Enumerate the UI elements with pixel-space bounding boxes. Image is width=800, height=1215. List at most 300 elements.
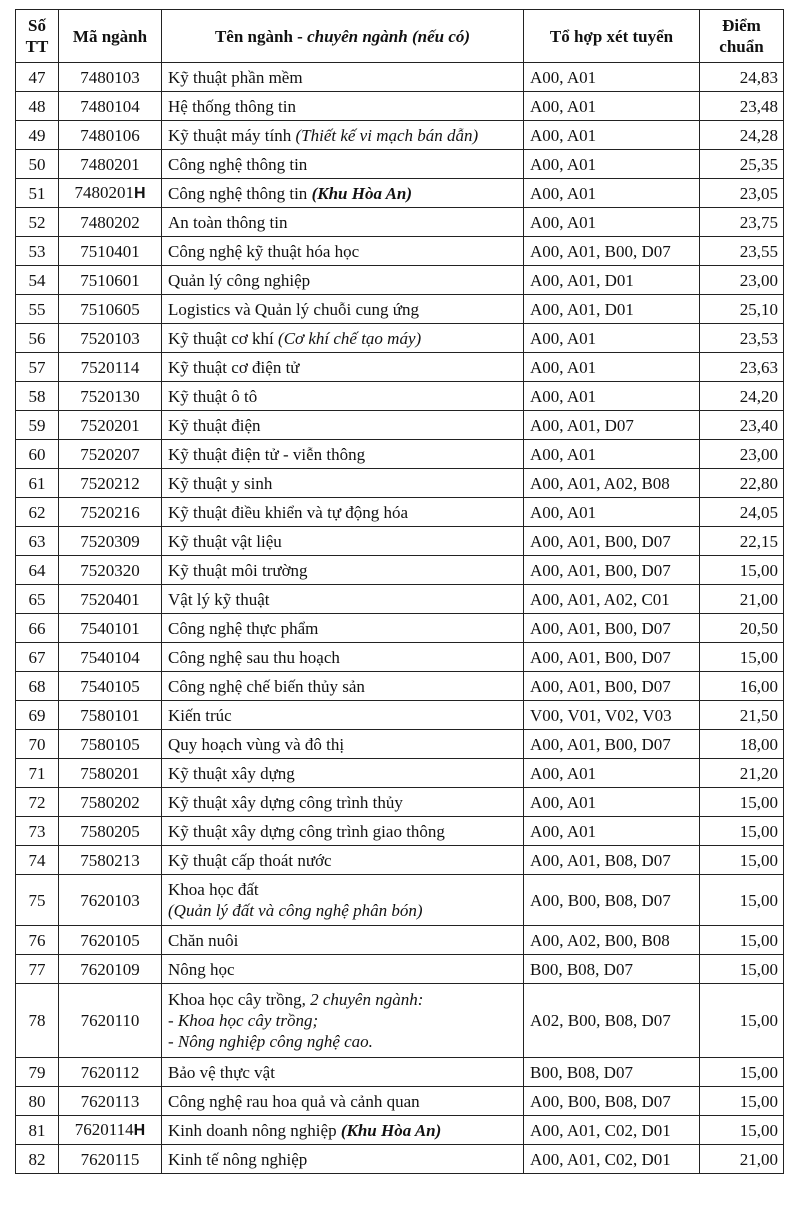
cutoff-score: 21,00 (700, 1145, 784, 1174)
row-number: 73 (16, 817, 59, 846)
major-name-part: Công nghệ chế biến thủy sản (168, 676, 365, 696)
major-name-part: (Khu Hòa An) (311, 183, 413, 203)
row-number: 76 (16, 926, 59, 955)
major-code (59, 759, 162, 788)
major-name-part: Hệ thống thông tin (168, 96, 296, 116)
table-row (16, 984, 784, 1058)
major-name (162, 643, 524, 672)
major-name-line (168, 618, 517, 639)
major-code (59, 984, 162, 1058)
major-code (59, 527, 162, 556)
cutoff-score: 23,63 (700, 353, 784, 382)
major-code-digits: 7480103 (80, 67, 140, 87)
subject-combination: A00, A01, D01 (524, 295, 700, 324)
admission-score-sheet (15, 9, 784, 1174)
major-code-digits: 7580105 (80, 734, 140, 754)
cutoff-score: 25,10 (700, 295, 784, 324)
major-code-digits: 7480104 (80, 96, 140, 116)
cutoff-score: 23,48 (700, 92, 784, 121)
major-name-part: Kỹ thuật cấp thoát nước (168, 850, 332, 870)
major-name (162, 556, 524, 585)
major-name-line (168, 879, 517, 900)
major-code (59, 440, 162, 469)
table-row (16, 440, 784, 469)
cutoff-score: 23,75 (700, 208, 784, 237)
major-code-digits: 7620110 (80, 1011, 140, 1030)
subject-combination: A00, A01, D01 (524, 266, 700, 295)
table-row (16, 469, 784, 498)
cutoff-score: 15,00 (700, 926, 784, 955)
major-name-part: Khoa học cây trồng, (168, 990, 311, 1009)
major-name-line (168, 444, 517, 465)
subject-combination: A00, A01 (524, 788, 700, 817)
major-name-part: Kỹ thuật xây dựng công trình thủy (168, 792, 403, 812)
row-number: 50 (16, 150, 59, 179)
subject-combination: A00, A01, B00, D07 (524, 237, 700, 266)
row-number: 61 (16, 469, 59, 498)
cutoff-score: 24,28 (700, 121, 784, 150)
major-name-line (168, 357, 517, 378)
major-code-digits: 7580202 (80, 792, 140, 812)
table-row (16, 208, 784, 237)
cutoff-score: 23,40 (700, 411, 784, 440)
subject-combination: B00, B08, D07 (524, 955, 700, 984)
major-name-line (168, 415, 517, 436)
cutoff-score: 25,35 (700, 150, 784, 179)
row-number: 51 (16, 179, 59, 208)
major-name-part: Kỹ thuật y sinh (168, 473, 273, 493)
table-row (16, 672, 784, 701)
table-row (16, 585, 784, 614)
subject-combination: A00, A01, B08, D07 (524, 846, 700, 875)
major-name-line (168, 763, 517, 784)
major-code (59, 266, 162, 295)
major-name-line (168, 1120, 517, 1141)
row-number: 48 (16, 92, 59, 121)
major-name-part: Công nghệ kỹ thuật hóa học (168, 241, 360, 261)
major-name-part: Quy hoạch vùng và đô thị (168, 734, 345, 754)
major-name-line (168, 734, 517, 755)
row-number: 64 (16, 556, 59, 585)
major-name (162, 1087, 524, 1116)
major-name (162, 92, 524, 121)
row-number: 72 (16, 788, 59, 817)
major-name-line (168, 67, 517, 88)
row-number: 66 (16, 614, 59, 643)
subject-combination: A00, A01, C02, D01 (524, 1116, 700, 1145)
major-code-suffix: H (133, 185, 146, 202)
major-code-digits: 7520401 (80, 589, 140, 609)
major-name-part: Kỹ thuật xây dựng (168, 763, 295, 783)
major-name-line (168, 531, 517, 552)
major-name-line (168, 1062, 517, 1083)
subject-combination: A00, A01, B00, D07 (524, 643, 700, 672)
major-code (59, 411, 162, 440)
major-name-line (168, 930, 517, 951)
row-number: 74 (16, 846, 59, 875)
major-name-line (168, 241, 517, 262)
major-name-line (168, 154, 517, 175)
major-name-line (168, 473, 517, 494)
table-row (16, 295, 784, 324)
major-name-line (168, 647, 517, 668)
major-name-line (168, 183, 517, 204)
major-name-part: Khoa học đất (168, 880, 259, 899)
row-number: 63 (16, 527, 59, 556)
subject-combination: A00, B00, B08, D07 (524, 1087, 700, 1116)
row-number: 77 (16, 955, 59, 984)
subject-combination: A00, A01 (524, 440, 700, 469)
subject-combination: A00, A01, B00, D07 (524, 614, 700, 643)
table-body (16, 63, 784, 1174)
major-code (59, 585, 162, 614)
cutoff-score: 18,00 (700, 730, 784, 759)
subject-combination: A00, A01, B00, D07 (524, 556, 700, 585)
cutoff-score: 15,00 (700, 846, 784, 875)
major-name-part: Kỹ thuật vật liệu (168, 531, 282, 551)
major-name (162, 1116, 524, 1145)
major-code-digits: 7520114 (80, 357, 140, 377)
major-name-line (168, 328, 517, 349)
major-name (162, 121, 524, 150)
major-name-line (168, 676, 517, 697)
major-code-digits: 7520320 (80, 560, 140, 580)
table-row (16, 498, 784, 527)
subject-combination: A00, A01, D07 (524, 411, 700, 440)
major-name-part: - Khoa học cây trồng; (168, 1011, 319, 1030)
major-code (59, 817, 162, 846)
major-name-part: Kỹ thuật xây dựng công trình giao thông (168, 821, 445, 841)
major-name-line (168, 821, 517, 842)
subject-combination: A00, A01 (524, 63, 700, 92)
major-name-part: Kỹ thuật máy tính (168, 125, 296, 145)
subject-combination: A00, A01 (524, 208, 700, 237)
row-number: 58 (16, 382, 59, 411)
subject-combination: A00, A01, B00, D07 (524, 730, 700, 759)
major-code (59, 353, 162, 382)
major-name-line (168, 96, 517, 117)
major-name (162, 498, 524, 527)
major-code-digits: 7620115 (80, 1149, 140, 1169)
major-code-digits: 7510601 (80, 270, 140, 290)
major-name-part: Kỹ thuật ô tô (168, 386, 258, 406)
row-number: 82 (16, 1145, 59, 1174)
major-name (162, 63, 524, 92)
row-number: 68 (16, 672, 59, 701)
major-name-part: (Quản lý đất và công nghệ phân bón) (168, 901, 423, 920)
major-name (162, 411, 524, 440)
cutoff-score: 15,00 (700, 1116, 784, 1145)
table-row (16, 150, 784, 179)
major-name (162, 585, 524, 614)
major-code-digits: 7620109 (80, 959, 140, 979)
major-name (162, 440, 524, 469)
row-number: 79 (16, 1058, 59, 1087)
major-code-digits: 7540105 (80, 676, 140, 696)
table-row (16, 121, 784, 150)
major-code-suffix: H (133, 1122, 146, 1139)
major-name-part: Quản lý công nghiệp (168, 270, 311, 290)
cutoff-score: 22,15 (700, 527, 784, 556)
table-row (16, 788, 784, 817)
row-number: 52 (16, 208, 59, 237)
cutoff-score: 23,00 (700, 266, 784, 295)
major-name (162, 1145, 524, 1174)
subject-combination: A00, A01 (524, 179, 700, 208)
major-code (59, 788, 162, 817)
subject-combination: A00, A01 (524, 353, 700, 382)
subject-combination: A00, B00, B08, D07 (524, 875, 700, 926)
major-code (59, 614, 162, 643)
cutoff-score: 15,00 (700, 1058, 784, 1087)
major-name-part: Công nghệ rau hoa quả và cảnh quan (168, 1091, 420, 1111)
row-number: 55 (16, 295, 59, 324)
major-name-part: Công nghệ thông tin (168, 154, 308, 174)
cutoff-score: 23,00 (700, 440, 784, 469)
major-name-part: - Nông nghiệp công nghệ cao. (168, 1032, 373, 1051)
table-row (16, 411, 784, 440)
major-code (59, 730, 162, 759)
header-name-main: Tên ngành - (214, 26, 308, 46)
major-code-digits: 7480106 (80, 125, 140, 145)
table-header-row (16, 10, 784, 63)
major-name-part: Công nghệ sau thu hoạch (168, 647, 340, 667)
major-code (59, 1058, 162, 1087)
row-number: 56 (16, 324, 59, 353)
major-code-digits: 7520130 (80, 386, 140, 406)
major-code-digits: 7620113 (80, 1091, 140, 1111)
table-row (16, 614, 784, 643)
table-row (16, 759, 784, 788)
table-row (16, 926, 784, 955)
major-name-line (168, 900, 517, 921)
subject-combination: A00, A01 (524, 382, 700, 411)
major-code (59, 1116, 162, 1145)
major-name-part: Chăn nuôi (168, 930, 239, 950)
table-row (16, 382, 784, 411)
major-code (59, 150, 162, 179)
subject-combination: B00, B08, D07 (524, 1058, 700, 1087)
major-code-digits: 7580201 (80, 763, 140, 783)
major-name (162, 295, 524, 324)
cutoff-score: 15,00 (700, 1087, 784, 1116)
major-name (162, 382, 524, 411)
major-code (59, 179, 162, 208)
major-code (59, 382, 162, 411)
major-code-digits: 7580213 (80, 850, 140, 870)
subject-combination: A00, A01 (524, 121, 700, 150)
table-row (16, 527, 784, 556)
major-code (59, 846, 162, 875)
major-name (162, 955, 524, 984)
major-name-part: Kỹ thuật điện tử - viễn thông (168, 444, 366, 464)
major-name (162, 984, 524, 1058)
major-name (162, 353, 524, 382)
subject-combination: A00, A01 (524, 817, 700, 846)
major-name-part: Kỹ thuật phần mềm (168, 67, 303, 87)
table-row (16, 1058, 784, 1087)
major-code (59, 643, 162, 672)
major-name-part: Công nghệ thông tin (168, 183, 312, 203)
major-name (162, 672, 524, 701)
major-code-digits: 7520207 (80, 444, 140, 464)
major-name (162, 208, 524, 237)
row-number: 54 (16, 266, 59, 295)
header-name-italic: chuyên ngành (nếu có) (307, 26, 471, 46)
subject-combination: A02, B00, B08, D07 (524, 984, 700, 1058)
major-name (162, 701, 524, 730)
major-code (59, 556, 162, 585)
major-name-line (168, 125, 517, 146)
table-row (16, 1087, 784, 1116)
major-name-part: Kinh doanh nông nghiệp (168, 1120, 341, 1140)
header-score: Điểm chuẩn (700, 10, 784, 63)
major-name-part: (Thiết kế vi mạch bán dẫn) (295, 125, 479, 145)
header-stt: Số TT (16, 10, 59, 63)
major-name-line (168, 1091, 517, 1112)
major-code-digits: 7580205 (80, 821, 140, 841)
major-name (162, 1058, 524, 1087)
cutoff-score: 15,00 (700, 955, 784, 984)
row-number: 57 (16, 353, 59, 382)
major-code-digits: 7520309 (80, 531, 140, 551)
major-name-line (168, 386, 517, 407)
subject-combination: A00, A02, B00, B08 (524, 926, 700, 955)
row-number: 49 (16, 121, 59, 150)
subject-combination: A00, A01, B00, D07 (524, 527, 700, 556)
cutoff-score: 15,00 (700, 984, 784, 1058)
table-row (16, 92, 784, 121)
subject-combination: A00, A01 (524, 498, 700, 527)
major-code (59, 469, 162, 498)
major-code-digits: 7540104 (80, 647, 140, 667)
row-number: 53 (16, 237, 59, 266)
major-name-part: Bảo vệ thực vật (168, 1062, 275, 1082)
row-number: 80 (16, 1087, 59, 1116)
major-code (59, 1145, 162, 1174)
table-row (16, 817, 784, 846)
subject-combination: A00, A01, B00, D07 (524, 672, 700, 701)
table-row (16, 556, 784, 585)
major-name-line (168, 560, 517, 581)
cutoff-score: 15,00 (700, 643, 784, 672)
major-name-line (168, 1010, 517, 1031)
row-number: 81 (16, 1116, 59, 1145)
admission-score-table (15, 9, 784, 1174)
major-name (162, 237, 524, 266)
major-name-line (168, 959, 517, 980)
major-name (162, 846, 524, 875)
cutoff-score: 20,50 (700, 614, 784, 643)
major-code (59, 295, 162, 324)
table-row (16, 266, 784, 295)
major-code (59, 324, 162, 353)
table-row (16, 955, 784, 984)
row-number: 78 (16, 984, 59, 1058)
table-row (16, 1145, 784, 1174)
table-row (16, 643, 784, 672)
major-name (162, 614, 524, 643)
major-name-line (168, 850, 517, 871)
subject-combination: A00, A01 (524, 759, 700, 788)
table-row (16, 701, 784, 730)
major-code (59, 926, 162, 955)
major-name-line (168, 792, 517, 813)
header-code: Mã ngành (59, 10, 162, 63)
major-name-part: (Khu Hòa An) (340, 1120, 442, 1140)
major-name (162, 324, 524, 353)
table-row (16, 730, 784, 759)
cutoff-score: 24,83 (700, 63, 784, 92)
subject-combination: V00, V01, V02, V03 (524, 701, 700, 730)
major-name (162, 730, 524, 759)
cutoff-score: 15,00 (700, 556, 784, 585)
row-number: 67 (16, 643, 59, 672)
major-name (162, 788, 524, 817)
major-code-digits: 7620112 (80, 1062, 140, 1082)
major-name (162, 527, 524, 556)
cutoff-score: 23,55 (700, 237, 784, 266)
major-name (162, 179, 524, 208)
table-row (16, 875, 784, 926)
major-code-digits: 7620103 (80, 890, 140, 910)
major-name-part: (Cơ khí chế tạo máy) (278, 328, 422, 348)
major-name-part: An toàn thông tin (168, 212, 288, 232)
major-code-digits: 7580101 (80, 705, 140, 725)
cutoff-score: 23,53 (700, 324, 784, 353)
major-code-digits: 7520103 (80, 328, 140, 348)
cutoff-score: 15,00 (700, 817, 784, 846)
table-row (16, 237, 784, 266)
major-code (59, 121, 162, 150)
major-name-part: Nông học (168, 959, 235, 979)
major-name-line (168, 989, 517, 1010)
major-code (59, 498, 162, 527)
major-code (59, 1087, 162, 1116)
major-name-line (168, 299, 517, 320)
major-name-line (168, 270, 517, 291)
subject-combination: A00, A01, A02, C01 (524, 585, 700, 614)
major-name (162, 875, 524, 926)
major-name-part: Kỹ thuật môi trường (168, 560, 308, 580)
subject-combination: A00, A01 (524, 150, 700, 179)
row-number: 62 (16, 498, 59, 527)
major-name-part: Công nghệ thực phẩm (168, 618, 319, 638)
major-code (59, 955, 162, 984)
major-name (162, 469, 524, 498)
major-name-part: Kỹ thuật điều khiển và tự động hóa (168, 502, 409, 522)
major-name-line (168, 705, 517, 726)
major-code (59, 208, 162, 237)
table-row (16, 1116, 784, 1145)
row-number: 70 (16, 730, 59, 759)
cutoff-score: 15,00 (700, 788, 784, 817)
major-name (162, 150, 524, 179)
row-number: 71 (16, 759, 59, 788)
cutoff-score: 16,00 (700, 672, 784, 701)
subject-combination: A00, A01, A02, B08 (524, 469, 700, 498)
major-name-line (168, 1149, 517, 1170)
header-name (162, 10, 524, 63)
major-code-digits: 7510401 (80, 241, 140, 261)
major-code (59, 672, 162, 701)
cutoff-score: 24,20 (700, 382, 784, 411)
major-code-digits: 7510605 (80, 299, 140, 319)
major-name (162, 266, 524, 295)
major-name-part: Vật lý kỹ thuật (168, 589, 270, 609)
cutoff-score: 21,00 (700, 585, 784, 614)
major-name-part: Kỹ thuật cơ khí (168, 328, 279, 348)
